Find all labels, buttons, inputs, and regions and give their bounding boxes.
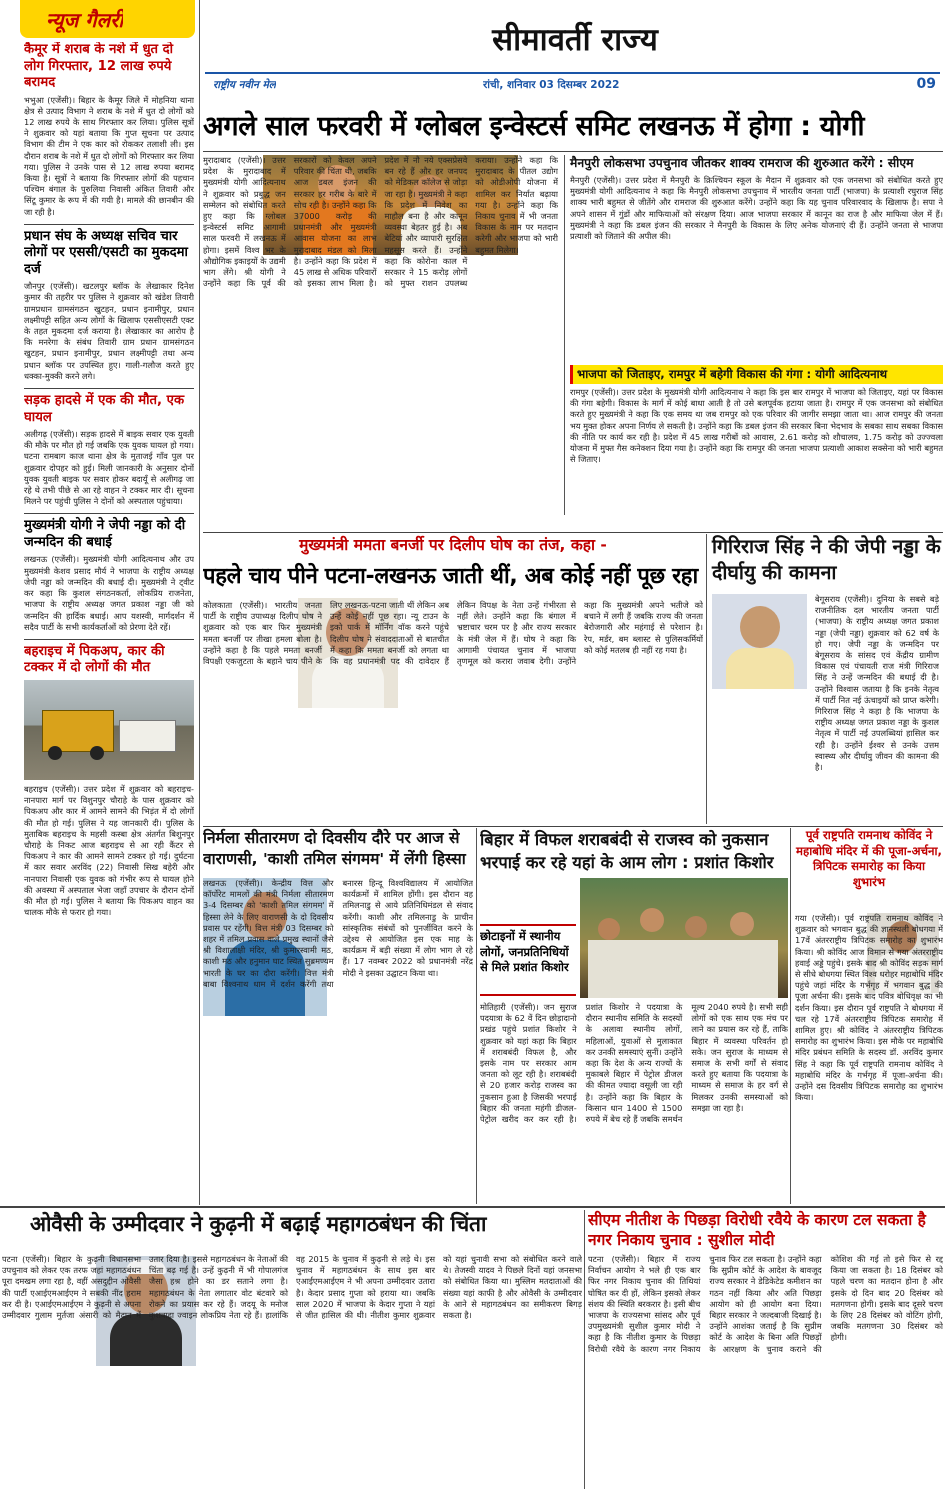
story-body: भभुआ (एजेंसी)। बिहार के कैमूर जिले में मोहनिया थाना क्षेत्र से उत्पाद विभाग ने शराब के नशे में धुत दो लोगों को 12 लाख रुपये के साथ गिरफ्तार कर लिया। पुलिस सूत्रों ने शुक्रवार को यहां बताया कि गुप्त सूचना पर उत्पाद विभाग की टीम ने एक कार को रोककर तलाशी ली। इस दौरान शराब के नशे में धुत दो लोगों को गिरफ्तार कर लिया गया। पुलिस ने उनके पास से 12 लाख रुपया बरामद किया है। सूत्रों ने बताया कि गिरफ्तार लोगों की पहचान पश्चिम बंगाल के पुरुलिया निवासी अंकित तिवारी और सिंटू कुमार के रूप में की गयी है। मामले की छानबीन की जा रही है। (24, 94, 194, 217)
giriraj-body: बेगूसराय (एजेंसी)। दुनिया के सबसे बड़े राजनीतिक दल भारतीय जनता पार्टी (भाजपा) के राष्ट्रीय अध्यक्ष जगत प्रकाश नड्डा (जेपी नड्डा) शुक्रवार को 62 वर्ष के हो गए। जेपी नड्डा के जन्मदिन पर बेगूसराय के सांसद एवं केंद्रीय ग्रामीण विकास एवं पंचायती राज मंत्री गिरिराज सिंह ने उन्हें जन्मदिन की बधाई दी है। उन्होंने विश्वास जताया है कि इनके नेतृत्व में पार्टी नित नई ऊंचाइयों को प्राप्त करेगी। गिरिराज सिंह ने कहा है कि भाजपा के राष्ट्रीय अध्यक्ष जगत प्रकाश नड्डा के कुशल नेतृत्व में पार्टी नई उपलब्धियां हासिल कर रही है। उन्होंने ईश्वर से उनके उत्तम स्वास्थ्य और दीर्घायु जीवन की कामना की है। (815, 594, 939, 773)
sidebar-story (24, 388, 194, 507)
nirmala-headline: निर्मला सीतारमण दो दिवसीय दौरे पर आज से वाराणसी, 'काशी तमिल संगमम' में लेंगी हिस्सा (203, 829, 466, 868)
owaisi-body: पटना (एजेंसी)। बिहार के कुढ़नी विधानसभा उपचुनाव को लेकर एक तरफ जहां महागठबंधन पूरा दमखम लगा रहा है, वहीं असदुद्दीन ओवैसी की पार्टी एआईएमआईएम ने सबकी नींद हराम कर दी है। एआईएमआईएम ने कुढ़नी से अपना उम्मीदवार गुलाम मुर्तजा अंसारी को मैदान में उतार दिया है। इससे महागठबंधन के नेताओं की चिंता बढ़ गई है। उन्हें कुढ़नी में भी गोपालगंज जैसा हश्र होने का डर सताने लगा है। महागठबंधन के नेता लगातार वोट बंटवारे को रोकने का प्रयास कर रहे हैं। जदयू के मनोज कुशवाहा ज्वाइन लोकप्रिय नेता रहे हैं। हालांकि वह 2015 के चुनाव में कुढ़नी से लड़े थे। इस चुनाव में महागठबंधन के साथ इस बार एआईएमआईएम ने भी अपना उम्मीदवार उतारा है। केदार प्रसाद गुप्ता को हराया था। जबकि साल 2020 में भाजपा के केदार गुप्ता ने यहां से जीत हासिल की थी। नीतीश कुमार शुक्रवार को यहां चुनावी सभा को संबोधित करने वाले थे। तेजस्वी यादव ने पिछले दिनों यहां जनसभा को संबोधित किया था। मुस्लिम मतदाताओं की संख्या यहां काफी है और ओवैसी के उम्मीदवार के आने से महागठबंधन का समीकरण बिगड़ सकता है। (2, 1254, 582, 1321)
owaisi-story (0, 1210, 585, 1489)
story-body: बहराइच (एजेंसी)। उत्तर प्रदेश में शुक्रवार को बहराइच-नानपारा मार्ग पर विशुनपुर चौराहे के पास शुक्रवार को पिकअप और कार में आमने सामने की भिड़ंत में दो लोगों की मौत हो गई। पुलिस ने यह जानकारी दी। पुलिस के मुताबिक बहराइच के महसी कस्बा क्षेत्र अंतर्गत बिशुनपुर चौराहे के निकट आज बहराइच से आ रही कैंटर से पिकअप ने कार की आमने सामने टक्कर हो गई। दुर्घटना में कार सवार अरविंद (22) निवासी सिख बहेरी और नानपारा निवासी एक युवक को गंभीर रूप से घायल होने की अवस्था में अस्पताल भेजा जहाँ उपचार के दौरान दोनों की मौत हो गई। पुलिस ने बताया कि पिकअप वाहन का चालक मौके से फरार हो गया। (24, 783, 194, 918)
nirmala-story (203, 828, 477, 1204)
giriraj-photo (712, 594, 807, 689)
sidebar-story (24, 42, 194, 218)
rampur-headline: भाजपा को जिताइए, रामपुर में बहेगी विकास की गंगा : योगी आदित्यनाथ (577, 367, 888, 381)
masthead-bar (205, 72, 940, 94)
story-headline: बहराइच में पिकअप, कार की टक्कर में दो लोगों की मौत (24, 643, 165, 676)
mainpuri-headline: मैनपुरी लोकसभा उपचुनाव जीतकर शाक्य रामराज की शुरुआत करेंगे : सीएम (570, 156, 914, 170)
giriraj-story (706, 534, 943, 824)
kovind-body: गया (एजेंसी)। पूर्व राष्ट्रपति रामनाथ कोविंद ने शुक्रवार को भगवान बुद्ध की ज्ञानस्थली बोधगया में 17वें अंतरराष्ट्रीय त्रिपिटक समारोह का शुभारंभ किया। श्री कोविंद आज विमान से गया अंतरराष्ट्रीय हवाई अड्डे पहुंचे। इसके बाद श्री कोविंद सड़क मार्ग से सीधे बोधगया स्थित विश्व धरोहर महाबोधि मंदिर पहुंचे जहां मंदिर के गर्भगृह में भगवान बुद्ध की पूजा अर्चना की। इसके बाद पवित्र बोधिवृक्ष का भी दर्शन किया। इस दौरान पूर्व राष्ट्रपति ने बोधगया में चल रहे 17वें अंतरराष्ट्रीय त्रिपिटक समारोह में शामिल हुए। श्री कोविंद ने अंतरराष्ट्रीय त्रिपिटक समारोह का शुभारंभ किया। इस मौके पर महाबोधि मंदिर प्रबंधन समिति के सदस्य डॉ. अरविंद कुमार सिंह ने कहा कि पूर्व राष्ट्रपति रामनाथ कोविंद ने महाबोधि मंदिर के गर्भगृह में पूजा-अर्चना की। उन्होंने दस दिवसीय त्रिपिटक समारोह का शुभारंभ किया। (795, 913, 943, 1103)
story-headline: कैमूर में शराब के नशे में धुत दो लोग गिरफ्तार, 12 लाख रुपये बरामद (24, 42, 174, 90)
sushil-body: पटना (एजेंसी)। बिहार में राज्य निर्वाचन आयोग ने भले ही एक बार फिर नगर निकाय चुनाव की तिथियां घोषित कर दी हों, लेकिन इसको लेकर संशय की स्थिति बरकरार है। इसी बीच भाजपा के राज्यसभा सांसद और पूर्व उपमुख्यमंत्री सुशील कुमार मोदी ने कहा है कि नीतीश कुमार के पिछड़ा विरोधी रवैये के कारण नगर निकाय चुनाव फिर टल सकता है। उन्होंने कहा कि सुप्रीम कोर्ट के आदेश के बावजूद राज्य सरकार ने डेडिकेटेड कमीशन का गठन नहीं किया और अति पिछड़ा आयोग को ही आयोग बना दिया। बिहार सरकार ने जल्दबाजी दिखाई है। उन्होंने आशंका जताई है कि सुप्रीम कोर्ट के आदेश के बिना अति पिछड़ों के आरक्षण के चुनाव कराने की कोशिश की गई तो इसे फिर से रद्द किया जा सकता है। 18 दिसंबर को पहले चरण का मतदान होना है और इसके दो दिन बाद 20 दिसंबर को मतगणना होगी। इसके बाद दूसरे चरण के लिए 28 दिसंबर को वोटिंग होगी, जबकि मतगणना 30 दिसंबर को होगी। (588, 1254, 943, 1354)
story-headline: प्रधान संघ के अध्यक्ष सचिव चार लोगों पर एससी/एसटी का मुकदमा दर्ज (24, 228, 188, 277)
giriraj-headline: गिरिराज सिंह ने की जेपी नड्डा के दीर्घायु की कामना (712, 535, 941, 584)
kovind-headline: पूर्व राष्ट्रपति रामनाथ कोविंद ने महाबोधि मंदिर में की पूजा-अर्चना, त्रिपिटक समारोह का किया शुभारंभ (796, 828, 942, 889)
dilip-headline: पहले चाय पीने पटना-लखनऊ जाती थीं, अब कोई नहीं पूछ रहा (203, 564, 698, 589)
story-headline: सड़क हादसे में एक की मौत, एक घायल (24, 393, 185, 425)
page-section-title: सीमावर्ती राज्य (492, 22, 658, 58)
accident-photo (24, 680, 194, 780)
dilip-kicker: मुख्यमंत्री ममता बनर्जी पर दिलीप घोष का तंज, कहा - (299, 536, 607, 554)
kovind-story (790, 828, 943, 1204)
rampur-story (564, 365, 943, 515)
nirmala-body: लखनऊ (एजेंसी)। केन्द्रीय वित्त और कॉर्पोरेट मामलों की मंत्री निर्मला सीतारमण 3-4 दिसम्बर को 'काशी तमिल संगमम' में हिस्सा लेने के लिए वाराणसी के दो दिवसीय प्रवास पर रहेंगी। वित्त मंत्री 03 दिसम्बर को शहर में तमिल प्रवास वाले प्रमुख स्थानों जैसे श्री विशालाक्षी मंदिर, श्री कुमारस्वामी मठ, काशी मठ और हनुमान घाट स्थित सुब्रमण्यम भारती के घर का दौरा करेंगी। वित्त मंत्री बाबा विश्वनाथ धाम में दर्शन करेंगी तथा बनारस हिन्दू विश्वविद्यालय में आयोजित कार्यक्रमों में शामिल होंगी। इस दौरान वह तमिलनाडु से आये प्रतिनिधिमंडल से संवाद करेंगी। काशी और तमिलनाडु के प्राचीन सांस्कृतिक संबंधों को पुनर्जीवित करने के उद्देश्य से आयोजित इस एक माह के कार्यक्रम में बड़ी संख्या में लोग भाग ले रहे हैं। 17 नवम्बर 2022 को प्रधानमंत्री नरेंद्र मोदी ने इसका उद्घाटन किया था। (203, 878, 473, 989)
brand-logo: राष्ट्रीय नवीन मेल (213, 79, 276, 91)
rampur-body: रामपुर (एजेंसी)। उत्तर प्रदेश के मुख्यमंत्री योगी आदित्यनाथ ने कहा कि इस बार रामपुर में भाजपा को जिताइए, यहां पर विकास की गंगा बहेगी। विकास के मार्ग में कोई बाधा आती है तो उसे बलपूर्वक हटाया जाता है। रामपुर में एक जनसभा को संबोधित करते हुए मुख्यमंत्री ने कहा कि एक समय था जब रामपुर को एक परिवार की जागीर समझा जाता था। आज रामपुर की जनता भय मुक्त होकर अपना निर्णय ले सकती है। उन्होंने कहा कि डबल इंजन की सरकार बिना भेदभाव के सबका साथ सबका विकास की नीति पर कार्य कर रही है। प्रदेश में 45 लाख गरीबों को आवास, 2.61 करोड़ को शौचालय, 1.75 करोड़ को उज्ज्वला योजना में मुफ्त गैस कनेक्शन दिया गया है। उन्होंने कहा कि रामपुर की जनता भाजपा प्रत्याशी आकाश सक्सेना को भारी बहुमत से जिताए। (570, 387, 943, 465)
lead-headline: अगले साल फरवरी में ग्लोबल इन्वेस्टर्स समिट लखनऊ में होगा : योगी (203, 111, 865, 142)
bihar-story (480, 828, 788, 1204)
dilip-story (203, 534, 703, 824)
dateline: रांची, शनिवार 03 दिसम्बर 2022 (483, 79, 620, 91)
story-headline: मुख्यमंत्री योगी ने जेपी नड्डा को दी जन्मदिन की बधाई (24, 518, 186, 550)
story-body: जौनपुर (एजेंसी)। खटलपुर ब्लॉक के लेखाकार दिनेश कुमार की तहरीर पर पुलिस ने शुक्रवार को खंडेश तिवारी ग्रामप्रधान ग्रामसंगठन खुटहन, प्रधान इनामीपुर, प्रधान लक्ष्मीपट्टी सहित अन्य लोगों के खिलाफ एससीएसटी एक्ट के तहत मुकदमा दर्ज कराया है। लेखाकार का आरोप है कि मनरेगा के संबंध तिवारी ग्राम प्रधान ग्रामसंगठन खुटहन, प्रधान इनामीपुर, प्रधान लक्ष्मीपट्टी तथा अन्य प्रधान ब्लॉक पर उपस्थित हुए। गाली-गलौज करते हुए धक्का-मुक्की करने लगे। (24, 281, 194, 381)
sushil-story (588, 1210, 943, 1489)
story-body: लखनऊ (एजेंसी)। मुख्यमंत्री योगी आदित्यनाथ और उप मुख्यमंत्री केशव प्रसाद मौर्य ने भाजपा के राष्ट्रीय अध्यक्ष जेपी नड्डा को जन्मदिन की बधाई दी। मुख्यमंत्री ने ट्वीट कर कहा कि कुशल संगठनकर्ता, लोकप्रिय राजनेता, भाजपा के राष्ट्रीय अध्यक्ष जगत प्रकाश नड्डा जी को जन्मदिन की हार्दिक बधाई। आप यशस्वी, मार्गदर्शन में सदैव पार्टी के सभी कार्यकर्ताओं को प्रेरणा देते रहें। (24, 554, 194, 632)
sushil-headline: सीएम नीतीश के पिछड़ा विरोधी रवैये के कारण टल सकता है नगर निकाय चुनाव : सुशील मोदी (588, 1211, 926, 1249)
mainpuri-story (564, 155, 943, 365)
mainpuri-body: मैनपुरी (एजेंसी)। उत्तर प्रदेश में मैनपुरी के क्रिश्चियन स्कूल के मैदान में शुक्रवार को एक जनसभा को संबोधित करते हुए मुख्यमंत्री योगी आदित्यनाथ ने कहा कि मैनपुरी लोकसभा उपचुनाव में भारतीय जनता पार्टी (भाजपा) के प्रत्याशी रघुराज सिंह शाक्य भारी बहुमत से जीतेंगे और रामराज की शुरुआत करेंगे। उन्होंने कहा कि यह चुनाव परिवारवाद के खिलाफ है। सपा ने अपने शासन में गुंडों और माफियाओं को संरक्षण दिया। आज भाजपा सरकार में कानून का राज है और माफिया जेल में हैं। मुख्यमंत्री ने कहा कि डबल इंजन की सरकार ने मैनपुरी के विकास के लिए अनेक योजनाएं दी हैं। उन्होंने जनता से भाजपा प्रत्याशी को जिताने की अपील की। (570, 175, 943, 242)
sidebar-story (24, 639, 194, 918)
masthead (200, 0, 945, 100)
news-gallery-sidebar (0, 0, 200, 1205)
bihar-photo (580, 878, 788, 998)
lead-body: मुरादाबाद (एजेंसी)। उत्तर प्रदेश के मुरादाबाद में मुख्यमंत्री योगी आदित्यनाथ ने शुक्रवार को प्रबुद्ध जन सम्मेलन को संबोधित करते हुए कहा कि ग्लोबल इन्वेस्टर्स समिट आगामी साल फरवरी में लखनऊ में होगा। इसमें विश्व भर के औद्योगिक इकाइयों के उद्यमी भाग लेंगे। श्री योगी ने उन्होंने कहा कि पूर्व की सरकारों को केवल अपने परिवार की चिंता थी, जबकि आज डबल इंजन की सरकार हर गरीब के बारे में सोच रही है। उन्होंने कहा कि 37000 करोड़ की प्रधानमंत्री और मुख्यमंत्री आवास योजना का लाभ मुरादाबाद मंडल को मिला है। उन्होंने कहा कि प्रदेश में 45 लाख से अधिक परिवारों को इसका लाभ मिला है। प्रदेश में नौ नये एक्सप्रेसवे बन रहे हैं और हर जनपद को मेडिकल कॉलेज से जोड़ा जा रहा है। मुख्यमंत्री ने कहा कि प्रदेश में निवेश का माहौल बना है और कानून व्यवस्था बेहतर हुई है। अब बेटियां और व्यापारी सुरक्षित महसूस करते हैं। उन्होंने कहा कि कोरोना काल में सरकार ने 15 करोड़ लोगों को मुफ्त राशन उपलब्ध कराया। उन्होंने कहा कि मुरादाबाद के पीतल उद्योग को ओडीओपी योजना में शामिल कर निर्यात बढ़ाया गया है। उन्होंने कहा कि निकाय चुनाव में भी जनता विकास के नाम पर मतदान करेगी और भाजपा को भारी बहुमत मिलेगा। (203, 155, 558, 289)
page-number: 09 (916, 76, 936, 92)
bihar-body: मोतिहारी (एजेंसी)। जन सुराज पदयात्रा के 62 वें दिन छोड़ादानो प्रखंड पहुंचे प्रशांत किशोर ने शुक्रवार को यहां कहा कि बिहार में शराबबंदी विफल है, और इसके नाम पर सरकार आम जनता को लूट रही है। शराबबंदी से 20 हजार करोड़ राजस्व का नुकसान हुआ है जिसकी भरपाई बिहार की जनता महंगी डीजल-पेट्रोल खरीद कर कर रही है। प्रशांत किशोर ने पदयात्रा के दौरान स्थानीय समिति के सदस्यों के अलावा स्थानीय लोगों, महिलाओं, युवाओं से मुलाकात कर उनकी समस्याएं सुनीं। उन्होंने कहा कि देश के अन्य राज्यों के मुकाबले बिहार में पेट्रोल डीजल की कीमत ज्यादा वसूली जा रही है। उन्होंने कहा कि बिहार के किसान धान 1400 से 1500 रुपये में बेच रहे हैं जबकि समर्थन मूल्य 2040 रुपये है। सभी सही लोगों को एक साथ एक मंच पर लाने का प्रयास कर रहे हैं, ताकि बिहार में व्यवस्था परिवर्तन हो सके। जन सुराज के माध्यम से समाज के सभी वर्गों से संवाद करते हुए बताया कि पदयात्रा के माध्यम से समाज के हर वर्ग से मिलकर उनकी समस्याओं को समझा जा रहा है। (480, 1002, 788, 1125)
rampur-headline-band (570, 365, 943, 384)
bihar-quote-box: छोटाइनों में स्थानीय लोगों, जनप्रतिनिधियों से मिले प्रशांत किशोर (480, 924, 576, 996)
sidebar-story (24, 224, 194, 382)
sidebar-header: न्यूज गैलरी (20, 0, 195, 38)
sidebar-story (24, 513, 194, 632)
sidebar-stories (24, 42, 194, 1202)
story-body: अलीगढ़ (एजेंसी)। सड़क हादसे में बाइक सवार एक युवती की मौके पर मौत हो गई जबकि एक युवक घायल हो गया। घटना रामबाग काज थाना क्षेत्र के मुताजई गाँव पुल पर शुक्रवार दोपहर को हुई। मिली जानकारी के अनुसार दोनों युवक युवती बाइक पर सवार होकर बदायूँ से अलीगढ़ जा रहे थे तभी पीछे से आ रहे वाहन ने टक्कर मार दी। सूचना मिलने पर पहुंची पुलिस ने दोनों को अस्पताल पहुंचाया। (24, 429, 194, 507)
dilip-body: कोलकाता (एजेंसी)। भारतीय जनता पार्टी के राष्ट्रीय उपाध्यक्ष दिलीप घोष ने शुक्रवार को एक बार फिर मुख्यमंत्री ममता बनर्जी पर तीखा हमला बोला है। उन्होंने कहा है कि पहले ममता बनर्जी विपक्षी एकजुटता के बहाने चाय पीने के लिए लखनऊ-पटना जाती थीं लेकिन अब उन्हें कोई नहीं पूछ रहा। न्यू टाउन के इको पार्क में मॉर्निंग वॉक करने पहुंचे दिलीप घोष ने संवाददाताओं से बातचीत में कहा कि ममता बनर्जी को लगता था कि वह प्रधानमंत्री पद की दावेदार हैं लेकिन विपक्ष के नेता उन्हें गंभीरता से नहीं लेते। उन्होंने कहा कि बंगाल में भ्रष्टाचार चरम पर है और राज्य सरकार के मंत्री जेल में हैं। घोष ने कहा कि आगामी पंचायत चुनाव में भाजपा तृणमूल को करारा जवाब देगी। उन्होंने कहा कि मुख्यमंत्री अपने भतीजे को बचाने में लगी हैं जबकि राज्य की जनता बेरोजगारी और महंगाई से परेशान है। रेप, मर्डर, बम ब्लास्ट से पुलिसकर्मियों को कोई मतलब ही नहीं रह गया है। (203, 600, 703, 667)
bihar-headline: बिहार में विफल शराबबंदी से राजस्व को नुकसान भरपाई कर रहे यहां के आम लोग : प्रशांत किशोर (480, 830, 774, 872)
owaisi-headline: ओवैसी के उम्मीदवार ने कुढ़नी में बढ़ाई महागठबंधन की चिंता (30, 1212, 487, 1236)
